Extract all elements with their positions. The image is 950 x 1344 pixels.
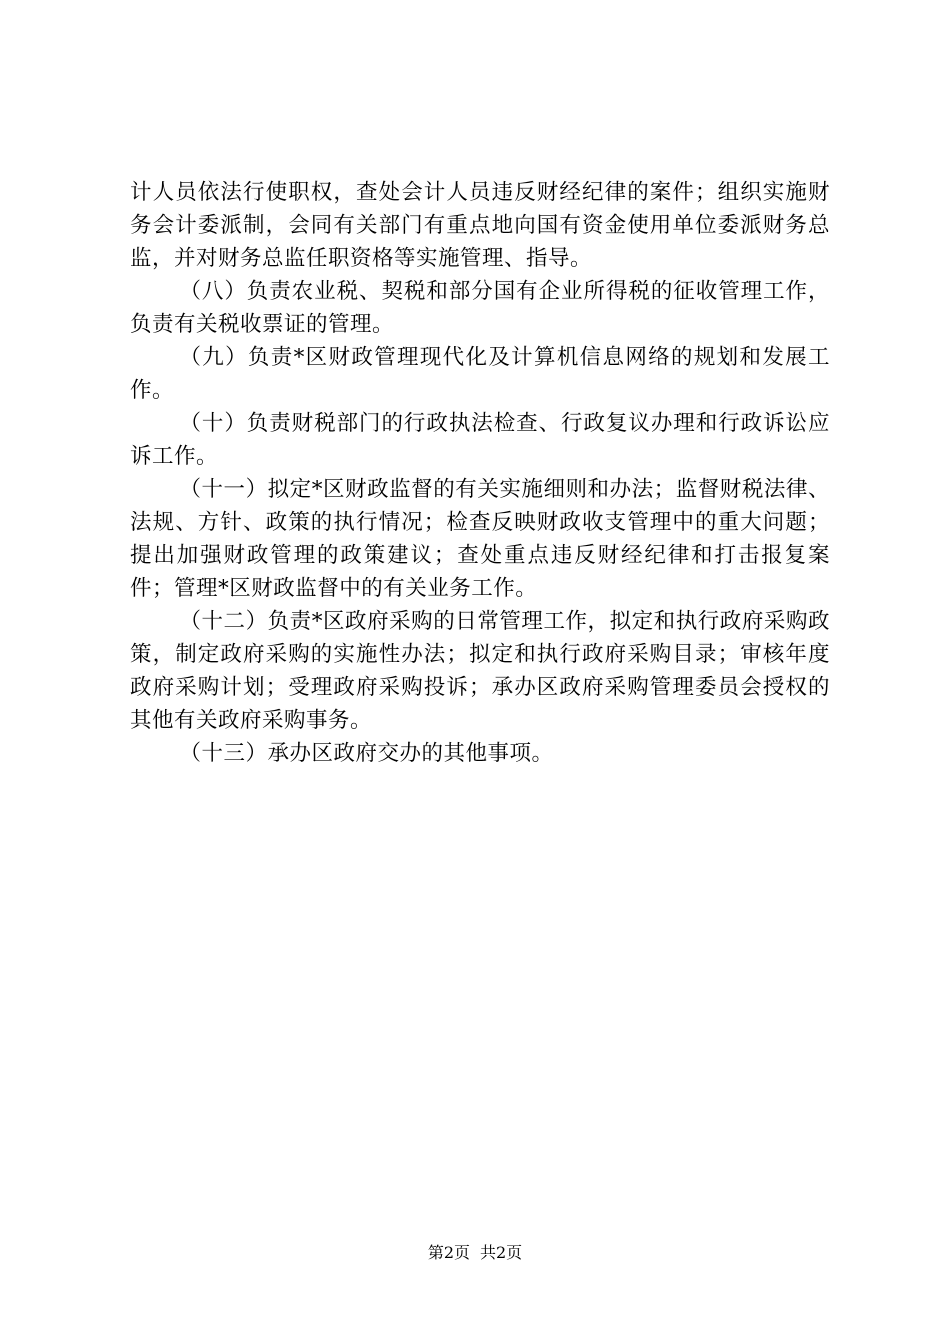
paragraph-item-11: （十一）拟定*区财政监督的有关实施细则和办法；监督财税法律、法规、方针、政策的执行情况；检查反映财政收支管理中的重大问题；提出加强财政管理的政策建议；查处重点违反财经纪律和打击报复案件；管理*区财政监督中的有关业务工作。: [130, 477, 830, 601]
document-body: [130, 176, 830, 770]
page-number-current: 第2页: [427, 1243, 470, 1262]
paragraph-item-13: （十三）承办区政府交办的其他事项。: [179, 741, 554, 766]
paragraph-item-8: （八）负责农业税、契税和部分国有企业所得税的征收管理工作，负责有关税收票证的管理。: [130, 279, 830, 337]
page-number-total: 共2页: [480, 1243, 523, 1262]
paragraph-item-9: （九）负责*区财政管理现代化及计算机信息网络的规划和发展工作。: [130, 345, 830, 403]
paragraph-item-12: （十二）负责*区政府采购的日常管理工作，拟定和执行政府采购政策，制定政府采购的实施性办法；拟定和执行政府采购目录；审核年度政府采购计划；受理政府采购投诉；承办区政府采购管理委员会授权的其他有关政府采购事务。: [130, 609, 830, 733]
paragraph-continuation: 计人员依法行使职权，查处会计人员违反财经纪律的案件；组织实施财务会计委派制，会同有关部门有重点地向国有资金使用单位委派财务总监，并对财务总监任职资格等实施管理、指导。: [130, 180, 830, 271]
paragraph-item-10: （十）负责财税部门的行政执法检查、行政复议办理和行政诉讼应诉工作。: [130, 411, 830, 469]
page-footer: [0, 1242, 950, 1264]
